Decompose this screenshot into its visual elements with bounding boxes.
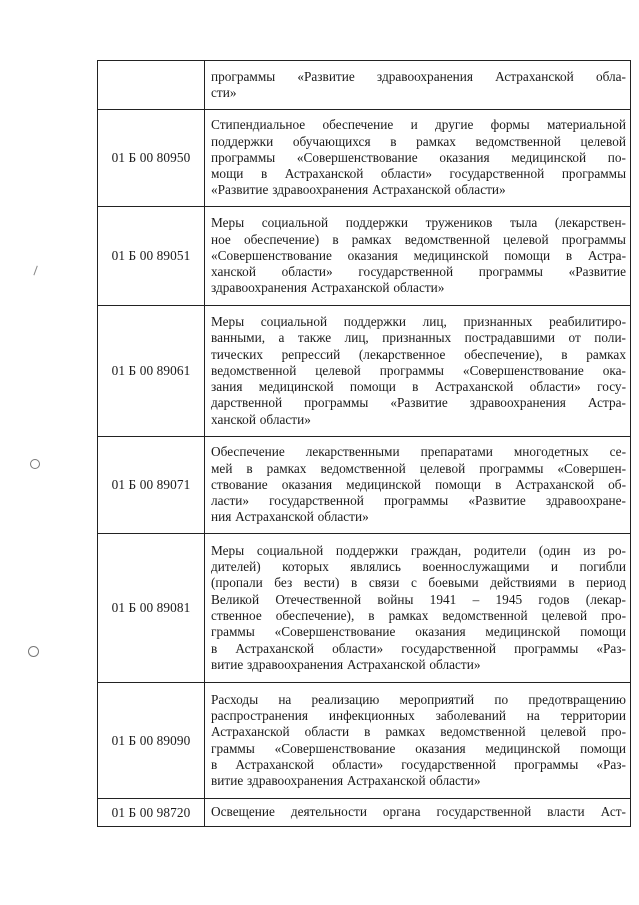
description-line: «Развитие здравоохранения Астраханской области» [211, 182, 506, 198]
description-line: Освещение деятельности органа государственной власти Аст- [211, 804, 626, 820]
budget-classification-table [97, 60, 631, 827]
description-line: Стипендиальное обеспечение и другие формы материальной [211, 117, 626, 133]
description-line: Меры социальной поддержки тружеников тыла (лекарствен- [211, 215, 626, 231]
description-line: программы «Развитие здравоохранения Астраханской обла- [211, 68, 626, 84]
scan-mark-icon [33, 266, 40, 277]
description-line: распространения инфекционных заболеваний на территории [211, 707, 626, 723]
description-line: Астраханской области в рамках ведомственной целевой про- [211, 724, 626, 740]
classification-code: 01 Б 00 89081 [98, 534, 205, 683]
description-line: тических репрессий (лекарственное обеспечение), в рамках [211, 346, 626, 362]
expense-description [205, 799, 631, 827]
classification-code: 01 Б 00 89061 [98, 306, 205, 437]
description-line: дарственной программы «Развитие здравоохранения Астра- [211, 395, 626, 411]
table-row [98, 61, 631, 110]
description-line: (пропали без вести) в связи с боевыми действиями в период [211, 575, 626, 591]
table-row [98, 437, 631, 534]
description-line: Обеспечение лекарственными препаратами многодетных се- [211, 444, 626, 460]
expense-description [205, 207, 631, 306]
classification-code: 01 Б 00 80950 [98, 110, 205, 207]
description-line: мощи в Астраханской области» государственной программы [211, 166, 626, 182]
description-line: Меры социальной поддержки граждан, родители (один из ро- [211, 542, 626, 558]
description-line: ствование оказания медицинской помощи в Астраханской об- [211, 476, 626, 492]
table-row [98, 683, 631, 799]
expense-description [205, 306, 631, 437]
description-line: витие здравоохранения Астраханской области» [211, 773, 481, 789]
hole-punch-icon [28, 646, 39, 657]
expense-description [205, 534, 631, 683]
table-row [98, 306, 631, 437]
description-line: Меры социальной поддержки лиц, признанных реабилитиро- [211, 313, 626, 329]
description-line: дителей) которых являлись военнослужащими и погибли [211, 559, 626, 575]
description-line: ния Астраханской области» [211, 509, 369, 525]
table-row [98, 799, 631, 827]
description-line: Великой Отечественной войны 1941 – 1945 годов (лекар- [211, 591, 626, 607]
description-line: программы «Совершенствование оказания медицинской по- [211, 149, 626, 165]
classification-code: 01 Б 00 89071 [98, 437, 205, 534]
description-line: в Астраханской области» государственной программы «Раз- [211, 756, 626, 772]
expense-description [205, 61, 631, 110]
description-line: ведомственной целевой программы «Совершенствование ока- [211, 362, 626, 378]
hole-punch-icon [30, 459, 40, 469]
description-line: ванными, а также лиц, признанных пострадавшими от поли- [211, 330, 626, 346]
classification-code [98, 61, 205, 110]
table-row [98, 110, 631, 207]
description-line: ное обеспечение) в рамках ведомственной целевой программы [211, 231, 626, 247]
description-line: здравоохранения Астраханской области» [211, 280, 445, 296]
description-line: ласти» государственной программы «Развитие здравоохране- [211, 493, 626, 509]
classification-code: 01 Б 00 89090 [98, 683, 205, 799]
description-line: зания медицинской помощи в Астраханской области» госу- [211, 379, 626, 395]
expense-description [205, 437, 631, 534]
description-line: ственное обеспечение), в рамках ведомственной целевой про- [211, 608, 626, 623]
expense-description [205, 683, 631, 799]
description-line: витие здравоохранения Астраханской области» [211, 656, 481, 672]
expense-description [205, 110, 631, 207]
description-line: граммы «Совершенствование оказания медицинской помощи [211, 624, 626, 640]
description-line: сти» [211, 85, 237, 100]
description-line: поддержки обучающихся в рамках ведомственной целевой [211, 133, 626, 149]
description-line: граммы «Совершенствование оказания медицинской помощи [211, 740, 626, 756]
description-line: «Совершенствование оказания медицинской помощи в Астра- [211, 247, 626, 263]
table-row [98, 207, 631, 306]
description-line: в Астраханской области» государственной программы «Раз- [211, 640, 626, 656]
description-line: Расходы на реализацию мероприятий по предотвращению [211, 691, 626, 707]
table-row [98, 534, 631, 683]
classification-code: 01 Б 00 89051 [98, 207, 205, 306]
description-line: мей в рамках ведомственной целевой программы «Совершен- [211, 460, 626, 476]
classification-code: 01 Б 00 98720 [98, 799, 205, 827]
description-line: ханской области» [211, 411, 311, 427]
description-line: ханской области» государственной программы «Развитие [211, 264, 626, 280]
